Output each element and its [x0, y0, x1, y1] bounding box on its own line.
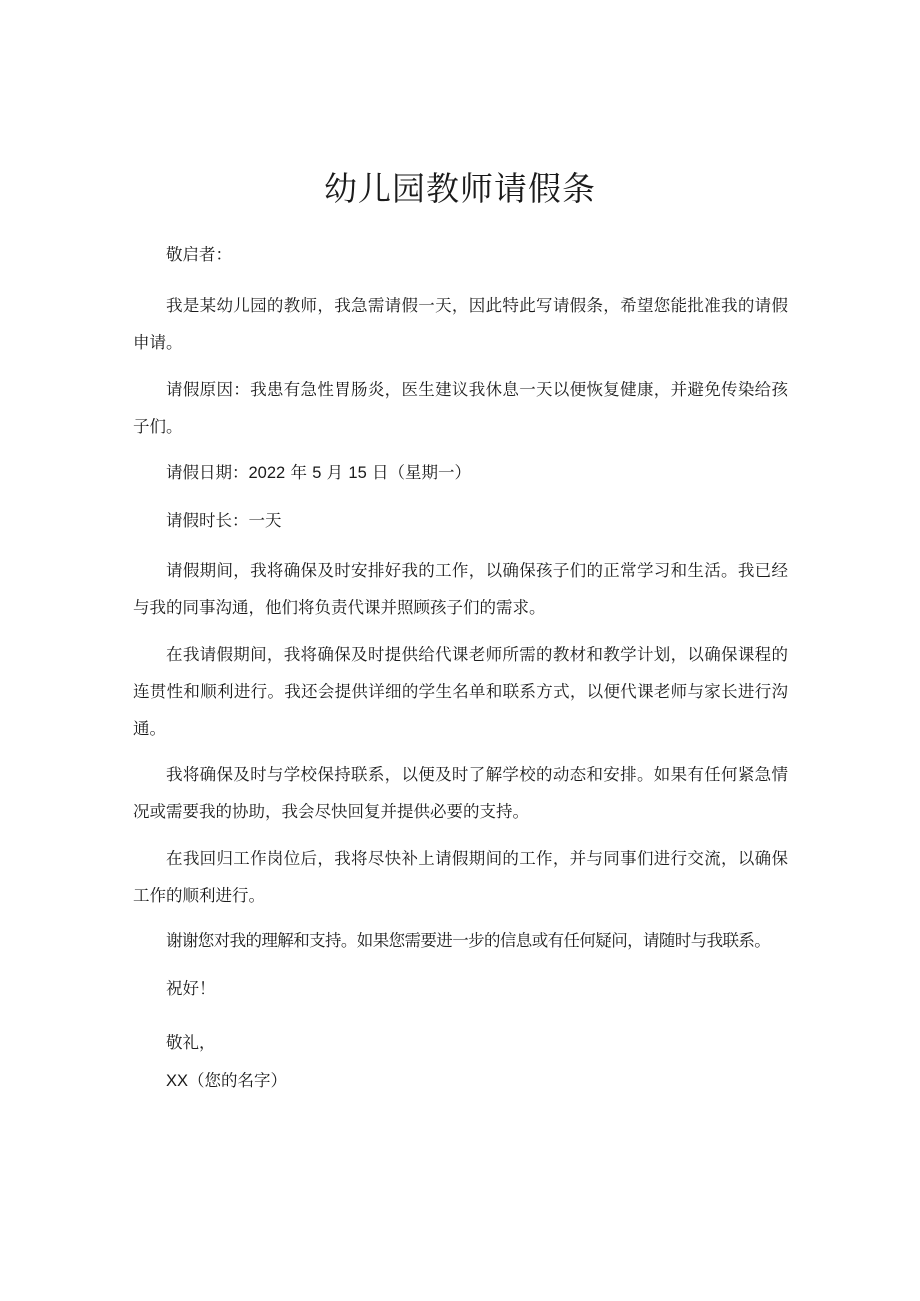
signature — [166, 1069, 287, 1093]
leave-date-year-unit: 年 — [290, 463, 307, 482]
paragraph-intro: 我是某幼儿园的教师，我急需请假一天，因此特此写请假条，希望您能批准我的请假申请。 — [133, 296, 788, 352]
leave-date-month-unit: 月 — [326, 463, 344, 482]
paragraph-substitute: 在我请假期间，我将确保及时提供给代课老师所需的教材和教学计划，以确保课程的连贯性和顺利进行。我还会提供详细的学生名单和联系方式，以便代课老师与家长进行沟通。 — [133, 645, 788, 738]
paragraph-contact: 我将确保及时与学校保持联系，以便及时了解学校的动态和安排。如果有任何紧急情况或需要我的协助，我会尽快回复并提供必要的支持。 — [133, 765, 788, 821]
leave-date-month: 5 — [312, 464, 322, 482]
regards: 敬礼， — [166, 1033, 216, 1052]
leave-date-label: 请假日期： — [166, 463, 249, 482]
signature-note: （您的名字） — [188, 1071, 288, 1090]
document-title: 幼儿园教师请假条 — [324, 169, 596, 208]
leave-date-line — [166, 461, 471, 485]
leave-date-day-unit: 日（星期一） — [372, 463, 472, 482]
leave-date-day: 15 — [348, 464, 367, 482]
paragraph-arrangement: 请假期间，我将确保及时安排好我的工作，以确保孩子们的正常学习和生活。我已经与我的同事沟通，他们将负责代课并照顾孩子们的需求。 — [133, 561, 788, 617]
leave-date-year: 2022 — [248, 464, 286, 482]
signature-name: XX — [166, 1072, 189, 1090]
salutation: 敬启者： — [166, 245, 232, 264]
paragraph-return: 在我回归工作岗位后，我将尽快补上请假期间的工作，并与同事们进行交流，以确保工作的顺利进行。 — [133, 849, 788, 905]
closing: 祝好！ — [166, 979, 216, 998]
paragraph-reason: 请假原因：我患有急性胃肠炎，医生建议我休息一天以便恢复健康，并避免传染给孩子们。 — [133, 380, 788, 436]
paragraph-thanks: 谢谢您对我的理解和支持。如果您需要进一步的信息或有任何疑问，请随时与我联系。 — [166, 931, 771, 950]
leave-duration: 请假时长：一天 — [166, 511, 282, 530]
